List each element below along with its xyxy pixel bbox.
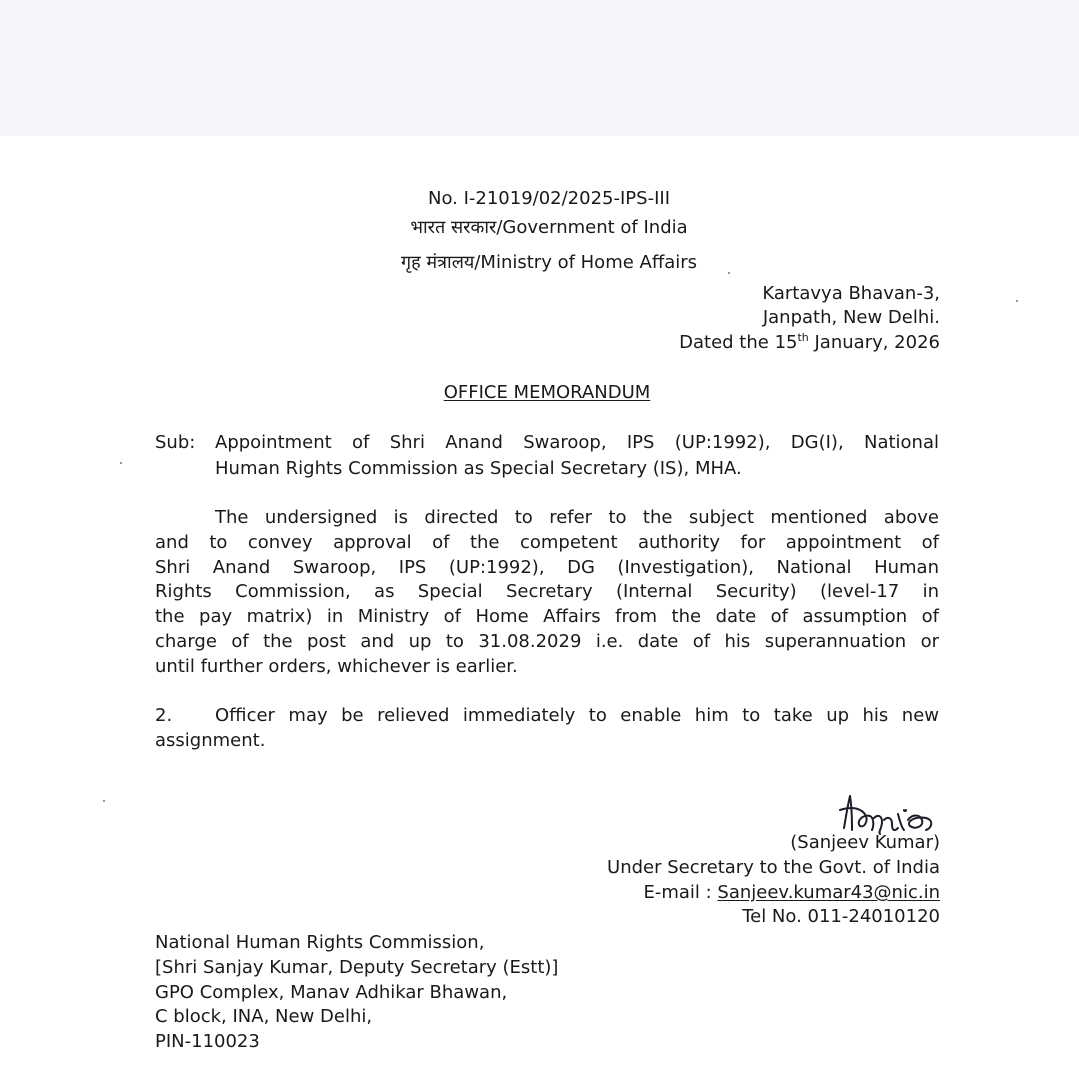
paragraph-1-line: Rights Commission, as Special Secretary (Internal Security) (level-17 in bbox=[155, 581, 939, 603]
signatory-designation: Under Secretary to the Govt. of India bbox=[607, 857, 940, 878]
scan-speck bbox=[120, 462, 122, 464]
paragraph-1 bbox=[155, 506, 939, 680]
paragraph-1-line: the pay matrix) in Ministry of Home Affairs from the date of assumption of bbox=[155, 606, 939, 628]
signatory-email-line bbox=[500, 883, 940, 903]
top-band bbox=[0, 0, 1079, 136]
address-line-1: Kartavya Bhavan-3, bbox=[762, 283, 940, 304]
recipient-line: [Shri Sanjay Kumar, Deputy Secretary (Estt)] bbox=[155, 957, 559, 978]
scan-speck bbox=[103, 800, 105, 802]
paragraph-1-line: charge of the post and up to 31.08.2029 i.e. date of his superannuation or bbox=[155, 630, 939, 652]
paragraph-2-line-2: assignment. bbox=[155, 730, 266, 751]
subject-line-1: Appointment of Shri Anand Swaroop, IPS (UP:1992), DG(I), National bbox=[215, 432, 939, 453]
subject-label: Sub: bbox=[155, 432, 196, 453]
signatory-telephone: Tel No. 011-24010120 bbox=[742, 906, 940, 927]
paragraph-1-line: The undersigned is directed to refer to the subject mentioned above bbox=[215, 507, 939, 528]
ministry-line: गृह मंत्रालय/Ministry of Home Affairs bbox=[400, 252, 698, 273]
scan-speck bbox=[728, 272, 730, 274]
date-line: Dated the 15th January, 2026 bbox=[679, 331, 940, 353]
subject-line-2: Human Rights Commission as Special Secretary (IS), MHA. bbox=[215, 458, 742, 479]
email-label: E-mail : bbox=[643, 882, 718, 903]
paragraph-1-line: until further orders, whichever is earlier. bbox=[155, 655, 518, 677]
date-superscript: th bbox=[797, 331, 809, 344]
memo-title: OFFICE MEMORANDUM bbox=[443, 382, 651, 403]
recipient-line: GPO Complex, Manav Adhikar Bhawan, bbox=[155, 982, 508, 1003]
email-link[interactable]: Sanjeev.kumar43@nic.in bbox=[717, 882, 940, 903]
scan-speck bbox=[1016, 300, 1018, 302]
recipient-line: National Human Rights Commission, bbox=[155, 932, 485, 953]
recipient-line: C block, INA, New Delhi, bbox=[155, 1006, 373, 1027]
paragraph-2-line-1: Officer may be relieved immediately to enable him to take up his new bbox=[215, 705, 939, 726]
signatory-name: (Sanjeev Kumar) bbox=[790, 832, 940, 853]
file-number: No. I-21019/02/2025-IPS-III bbox=[427, 188, 670, 209]
address-line-2: Janpath, New Delhi. bbox=[762, 307, 940, 328]
paragraph-1-line: Shri Anand Swaroop, IPS (UP:1992), DG (Investigation), National Human bbox=[155, 556, 939, 578]
paragraph-1-line: and to convey approval of the competent authority for appointment of bbox=[155, 531, 939, 553]
paragraph-2-number: 2. bbox=[155, 705, 173, 726]
recipient-line: PIN-110023 bbox=[155, 1031, 260, 1052]
government-line: भारत सरकार/Government of India bbox=[410, 217, 688, 238]
